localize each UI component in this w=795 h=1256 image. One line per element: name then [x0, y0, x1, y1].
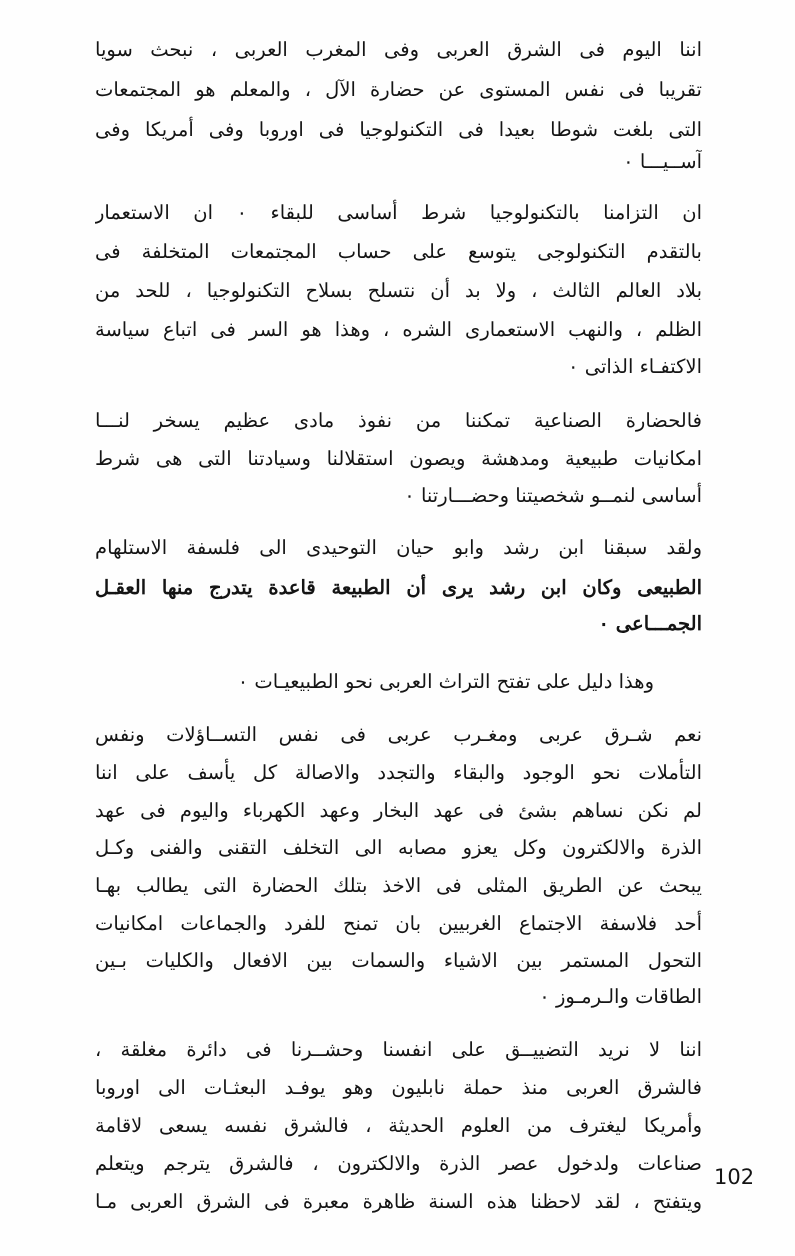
text-line: التأملات نحو الوجود والبقاء والتجدد والاصالة كل يأسف على اننا	[95, 761, 702, 784]
text-line: اننا اليوم فى الشرق العربى وفى المغرب العربى ، نبحث سويا	[95, 38, 702, 61]
text-line: لم نكن نساهم بشئ فى عهد البخار وعهد الكهرباء واليوم فى عهد	[95, 799, 702, 822]
text-line: الاكتفـاء الذاتى ٠	[568, 355, 702, 378]
text-line: ان التزامنا بالتكنولوجيا شرط أساسى للبقاء ٠ ان الاستعمار	[95, 201, 702, 224]
text-line: ولقد سبقنا ابن رشد وابو حيان التوحيدى الى فلسفة الاستلهام	[95, 536, 702, 559]
text-line: الذرة والالكترون وكل يعزو مصابه الى التخلف التقنى والفنى وكـل	[95, 836, 702, 859]
text-line: بلاد العالم الثالث ، ولا بد أن نتسلح بسلاح التكنولوجيا ، للحد من	[95, 279, 702, 302]
text-line: أحد فلاسفة الاجتماع الغربيين بان تمنح للفرد والجماعات امكانيات	[95, 912, 702, 935]
text-line: وأمريكا ليغترف من العلوم الحديثة ، فالشرق نفسه يسعى لاقامة	[95, 1114, 702, 1137]
text-line: ويتفتح ، لقد لاحظنا هذه السنة ظاهرة معبرة فى الشرق العربى مـا	[95, 1190, 702, 1213]
text-line: التحول المستمر بين الاشياء والسمات بين الافعال والكليات بـين	[95, 949, 702, 972]
text-line: فالحضارة الصناعية تمكننا من نفوذ مادى عظيم يسخر لنـــا	[95, 409, 702, 432]
text-line: أساسى لنمــو شخصيتنا وحضـــارتنا ٠	[404, 484, 702, 507]
text-line: وهذا دليل على تفتح التراث العربى نحو الطبيعيـات ٠	[237, 670, 654, 693]
text-line: الطاقات والـرمـوز ٠	[539, 985, 702, 1008]
text-line: الظلم ، والنهب الاستعمارى الشره ، وهذا هو السر فى اتباع سياسة	[95, 318, 702, 341]
text-line: الجمـــاعى ٠	[598, 612, 702, 635]
text-line: بالتقدم التكنولوجى يتوسع على حساب المجتمعات المتخلفة فى	[95, 240, 702, 263]
text-line: الطبيعى وكان ابن رشد يرى أن الطبيعة قاعدة يتدرج منها العقـل	[95, 576, 702, 599]
page-number: 102	[714, 1165, 755, 1189]
text-line: نعم شـرق عربى ومغـرب عربى فى نفس التســاؤلات ونفس	[95, 723, 702, 746]
text-line: فالشرق العربى منذ حملة نابليون وهو يوفـد البعثـات الى اوروبا	[95, 1076, 702, 1099]
text-line: اننا لا نريد التضييــق على انفسنا وحشــرنا فى دائرة مغلقة ،	[95, 1038, 702, 1061]
text-line: يبحث عن الطريق المثلى فى الاخذ بتلك الحضارة التى يطالب بهـا	[95, 874, 702, 897]
text-line: صناعات ولدخول عصر الذرة والالكترون ، فالشرق يترجم ويتعلم	[95, 1152, 702, 1175]
text-line: التى بلغت شوطا بعيدا فى التكنولوجيا فى اوروبا وفى أمريكا وفى	[95, 118, 702, 141]
text-line: تقريبا فى نفس المستوى عن حضارة الآل ، والمعلم هو المجتمعات	[95, 78, 702, 101]
text-line: امكانيات طبيعية ومدهشة ويصون استقلالنا وسيادتنا التى هى شرط	[95, 447, 702, 470]
text-line: آســيـــا ٠	[623, 150, 702, 173]
